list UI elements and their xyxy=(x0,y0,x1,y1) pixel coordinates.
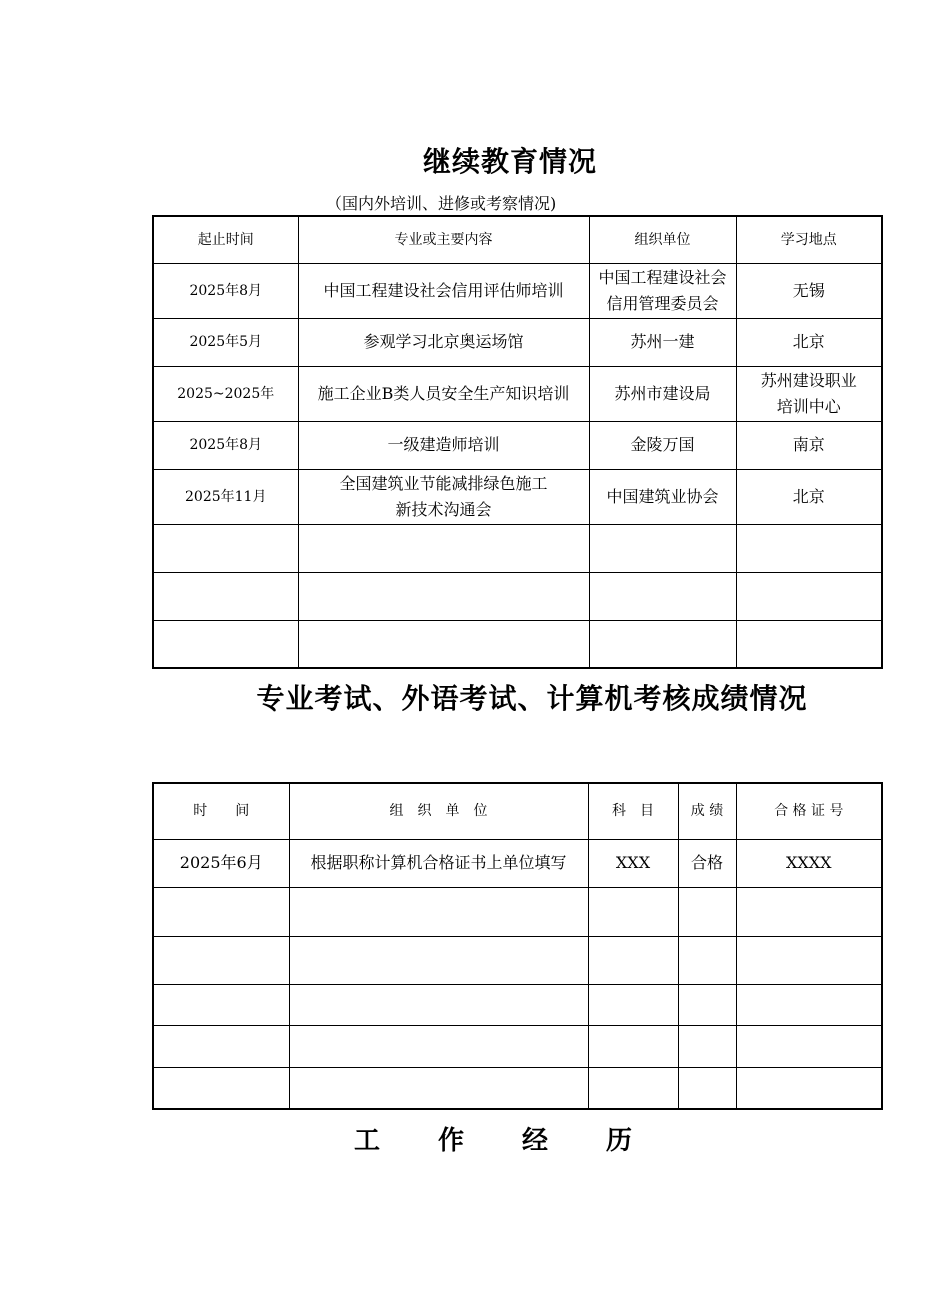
empty-cell xyxy=(289,1067,588,1109)
empty-cell xyxy=(736,984,882,1025)
row-org-line: 信用管理委员会 xyxy=(606,293,719,313)
header-content: 专业或主要内容 xyxy=(298,216,589,263)
row-content-line: 中国工程建设社会信用评估师培训 xyxy=(323,280,564,300)
header-org: 组 织 单 位 xyxy=(289,783,588,839)
empty-cell xyxy=(736,572,882,620)
empty-cell xyxy=(289,887,588,936)
table-row xyxy=(153,263,882,318)
row-org xyxy=(589,263,736,318)
table-row xyxy=(153,469,882,524)
empty-row xyxy=(153,887,882,936)
section3-title-char: 作 xyxy=(438,1126,465,1156)
row-org-line: 金陵万国 xyxy=(630,435,695,454)
empty-row xyxy=(153,524,882,572)
row-time: 2025年8月 xyxy=(153,263,298,318)
row-org-line: 中国工程建设社会 xyxy=(598,267,727,287)
row-content-line: 参观学习北京奥运场馆 xyxy=(363,332,524,351)
row-org: 根据职称计算机合格证书上单位填写 xyxy=(289,839,588,887)
table-header-row xyxy=(153,783,882,839)
row-org xyxy=(589,318,736,366)
empty-cell xyxy=(289,1025,588,1067)
empty-cell xyxy=(588,1067,678,1109)
row-time: 2025年8月 xyxy=(153,421,298,469)
header-score: 成 绩 xyxy=(678,783,736,839)
row-place xyxy=(736,469,882,524)
header-cert: 合 格 证 号 xyxy=(736,783,882,839)
row-subject: XXX xyxy=(588,839,678,887)
row-place-line: 北京 xyxy=(792,332,825,351)
empty-cell xyxy=(736,524,882,572)
section3-title-char: 历 xyxy=(606,1126,633,1156)
row-content xyxy=(298,318,589,366)
empty-cell xyxy=(588,936,678,984)
empty-cell xyxy=(153,620,298,668)
empty-cell xyxy=(736,1025,882,1067)
row-place-line: 南京 xyxy=(792,435,825,454)
row-content-line: 全国建筑业节能减排绿色施工 xyxy=(339,473,548,493)
section3-title xyxy=(354,1120,690,1157)
section3-title-char: 经 xyxy=(522,1126,549,1156)
empty-cell xyxy=(736,1067,882,1109)
row-org xyxy=(589,469,736,524)
empty-cell xyxy=(588,984,678,1025)
header-place: 学习地点 xyxy=(736,216,882,263)
row-place-line: 无锡 xyxy=(792,280,825,300)
row-score: 合格 xyxy=(678,839,736,887)
empty-cell xyxy=(153,887,289,936)
row-org xyxy=(589,366,736,421)
row-time: 2025年5月 xyxy=(153,318,298,366)
row-place xyxy=(736,318,882,366)
table-row xyxy=(153,318,882,366)
empty-cell xyxy=(678,984,736,1025)
empty-cell xyxy=(678,1067,736,1109)
row-place xyxy=(736,263,882,318)
empty-cell xyxy=(153,936,289,984)
section2-title: 专业考试、外语考试、计算机考核成绩情况 xyxy=(256,682,808,715)
header-time: 起止时间 xyxy=(153,216,298,263)
row-place-line: 培训中心 xyxy=(776,396,841,416)
header-org: 组织单位 xyxy=(589,216,736,263)
row-content-line: 施工企业B类人员安全生产知识培训 xyxy=(317,383,570,403)
empty-cell xyxy=(298,572,589,620)
row-place-line: 苏州建设职业 xyxy=(760,370,857,390)
exam-results-table xyxy=(152,782,883,1110)
empty-cell xyxy=(678,1025,736,1067)
row-content xyxy=(298,263,589,318)
row-place xyxy=(736,421,882,469)
table-row xyxy=(153,839,882,887)
row-place xyxy=(736,366,882,421)
empty-cell xyxy=(153,1067,289,1109)
row-place-line: 北京 xyxy=(792,486,825,506)
continuing-education-table xyxy=(152,215,883,669)
section1-subtitle: （国内外培训、进修或考察情况) xyxy=(326,194,557,213)
table-row xyxy=(153,421,882,469)
empty-cell xyxy=(289,936,588,984)
empty-cell xyxy=(298,524,589,572)
row-org-line: 中国建筑业协会 xyxy=(606,486,719,506)
empty-row xyxy=(153,572,882,620)
empty-cell xyxy=(589,524,736,572)
row-content-line: 新技术沟通会 xyxy=(395,499,492,519)
empty-row xyxy=(153,936,882,984)
row-content xyxy=(298,469,589,524)
table-row xyxy=(153,366,882,421)
row-content-line: 一级建造师培训 xyxy=(387,435,500,454)
empty-cell xyxy=(736,887,882,936)
empty-cell xyxy=(153,524,298,572)
empty-cell xyxy=(589,620,736,668)
row-org-line: 苏州市建设局 xyxy=(614,383,711,403)
empty-cell xyxy=(736,620,882,668)
empty-cell xyxy=(678,887,736,936)
row-org xyxy=(589,421,736,469)
empty-cell xyxy=(588,1025,678,1067)
row-time: 2025年6月 xyxy=(153,839,289,887)
empty-cell xyxy=(289,984,588,1025)
empty-row xyxy=(153,984,882,1025)
row-cert: XXXX xyxy=(736,839,882,887)
section1-title: 继续教育情况 xyxy=(422,145,597,178)
header-subject: 科 目 xyxy=(588,783,678,839)
row-time: 2025年11月 xyxy=(153,469,298,524)
empty-cell xyxy=(153,572,298,620)
empty-cell xyxy=(588,887,678,936)
empty-row xyxy=(153,1025,882,1067)
empty-cell xyxy=(589,572,736,620)
row-content xyxy=(298,366,589,421)
empty-row xyxy=(153,620,882,668)
row-time: 2025~2025年 xyxy=(153,366,298,421)
row-org-line: 苏州一建 xyxy=(630,332,695,351)
table-header-row xyxy=(153,216,882,263)
empty-cell xyxy=(678,936,736,984)
row-content xyxy=(298,421,589,469)
empty-cell xyxy=(153,984,289,1025)
empty-row xyxy=(153,1067,882,1109)
empty-cell xyxy=(298,620,589,668)
empty-cell xyxy=(736,936,882,984)
header-time: 时 间 xyxy=(153,783,289,839)
empty-cell xyxy=(153,1025,289,1067)
section3-title-char: 工 xyxy=(354,1126,381,1156)
